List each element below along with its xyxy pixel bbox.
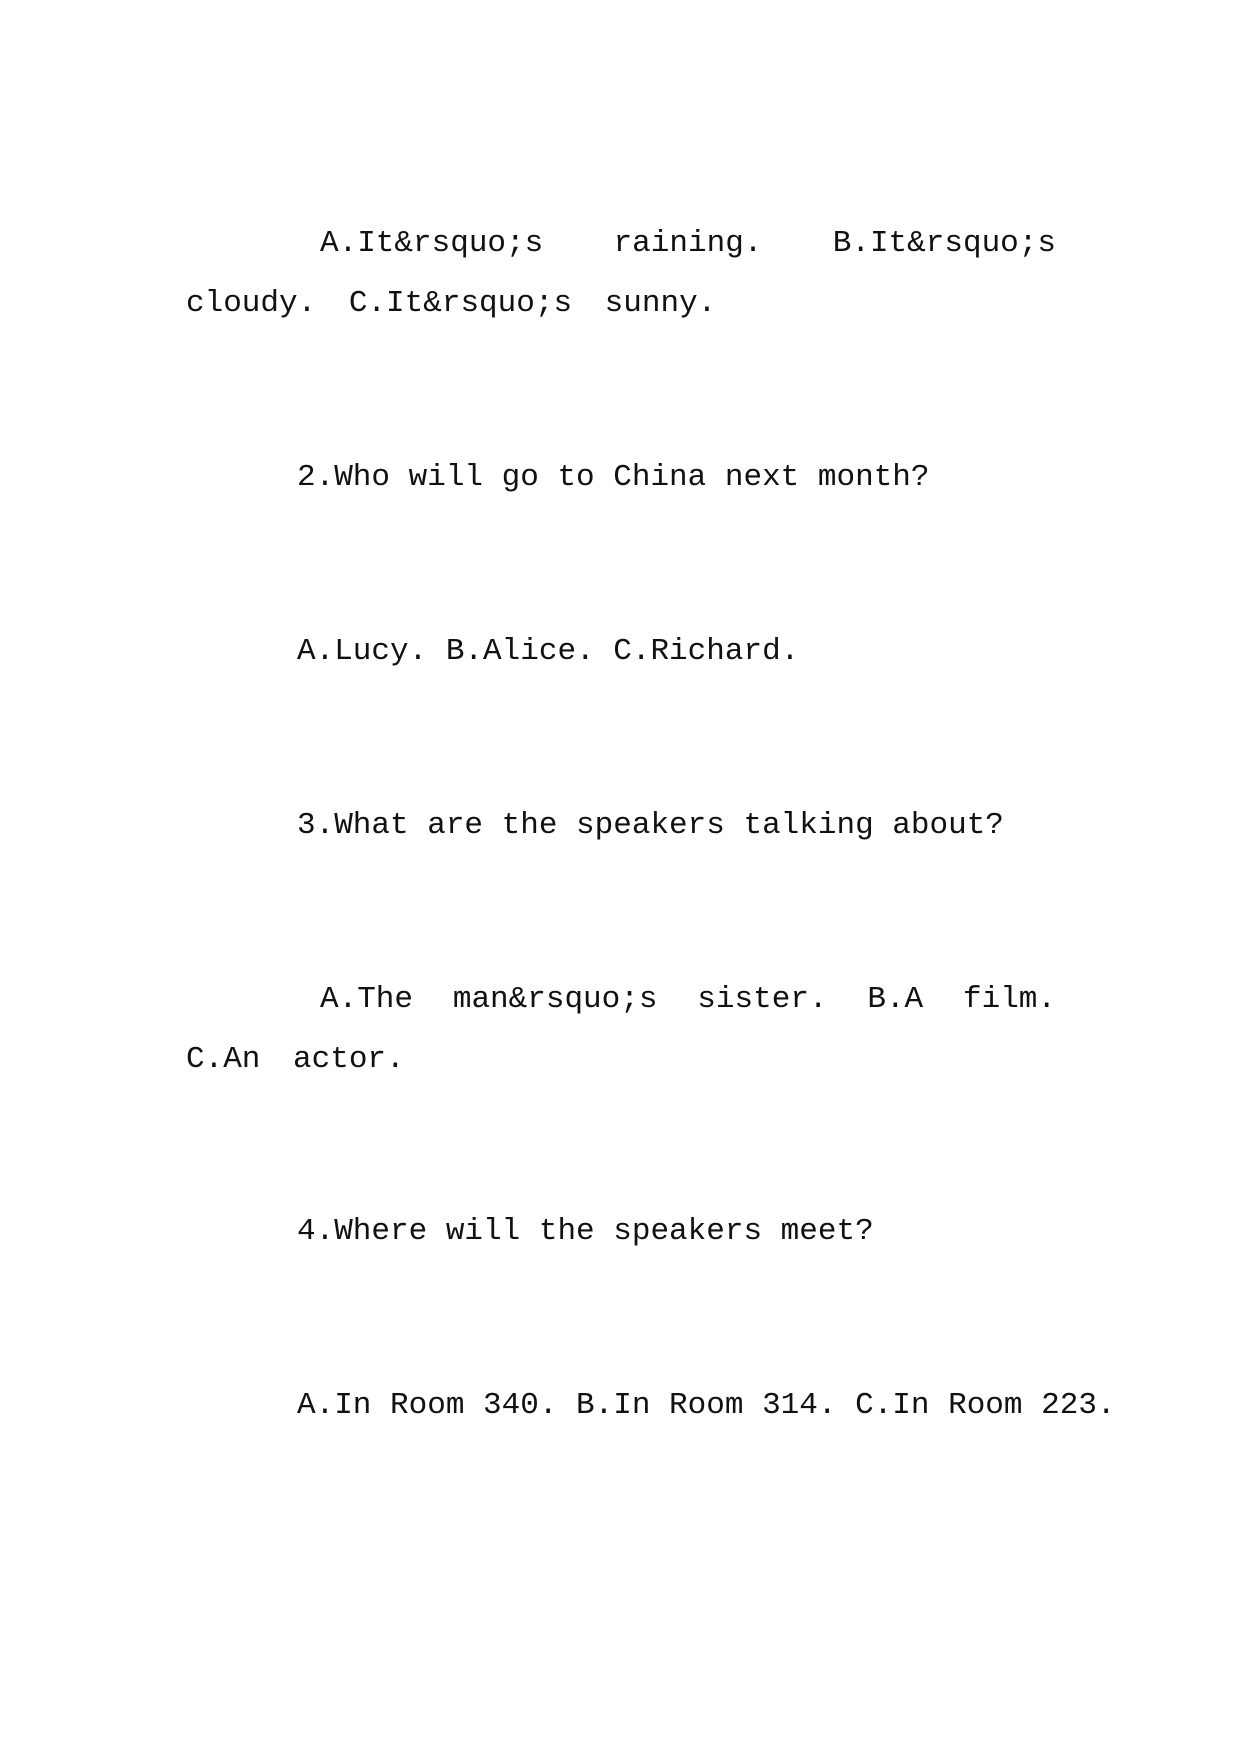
question-2-options: A.Lucy. B.Alice. C.Richard. bbox=[297, 634, 800, 669]
question-1-options: A.It&rsquo;s raining. B.It&rsquo;s cloudy. C.It&rsquo;s sunny. bbox=[186, 226, 1056, 321]
question-3-options: A.The man&rsquo;s sister. B.A film. C.An actor. bbox=[186, 982, 1056, 1077]
question-3-text: 3.What are the speakers talking about? bbox=[297, 808, 1004, 843]
question-4-text: 4.Where will the speakers meet? bbox=[297, 1214, 874, 1249]
question-4-options: A.In Room 340. B.In Room 314. C.In Room 223. bbox=[297, 1388, 1116, 1423]
question-2-text: 2.Who will go to China next month? bbox=[297, 460, 930, 495]
